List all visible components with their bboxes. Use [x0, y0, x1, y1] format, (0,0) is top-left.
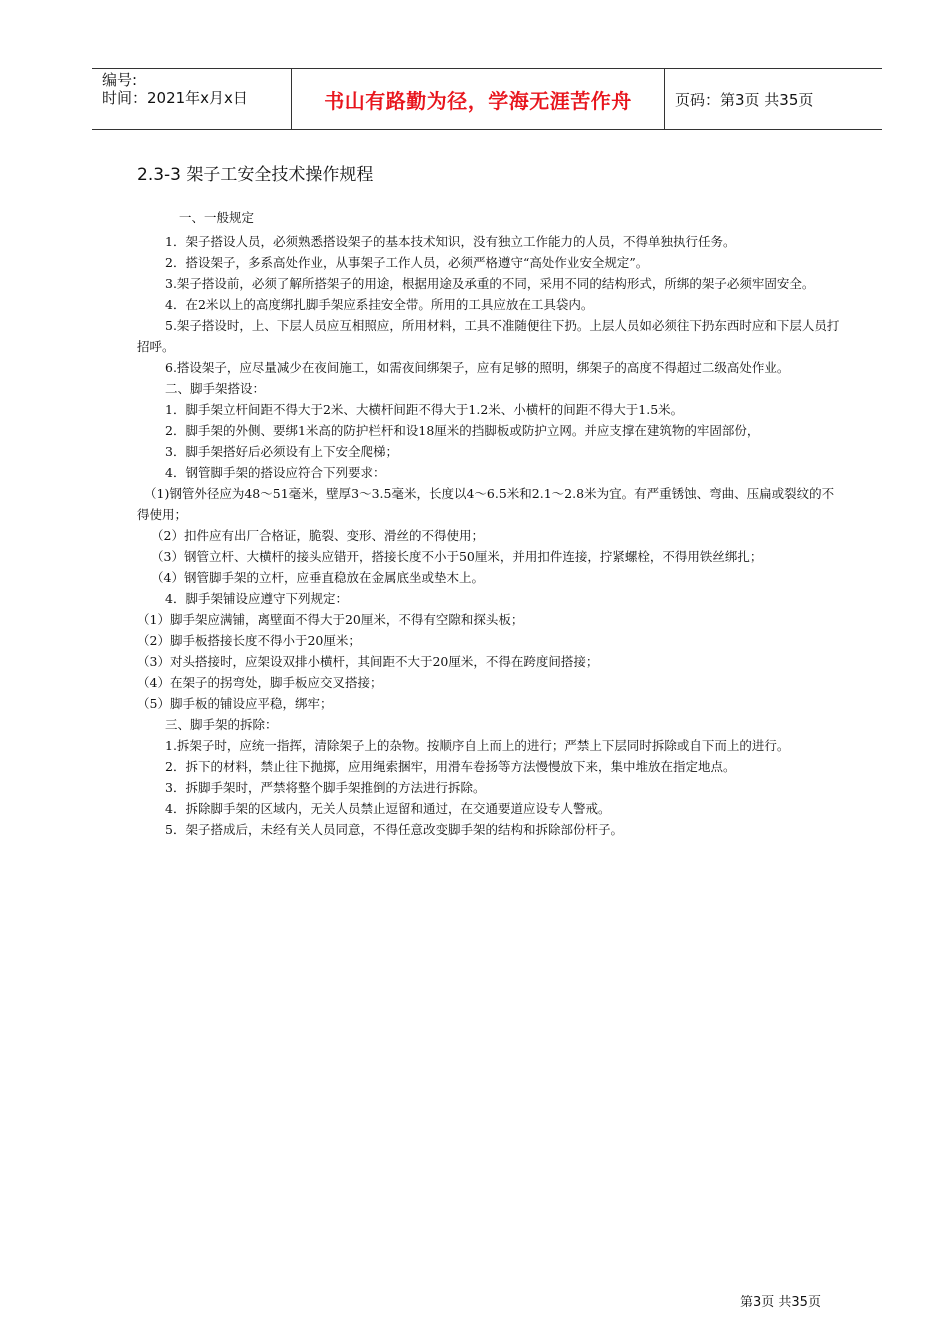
- paragraph: （2）扣件应有出厂合格证，脆裂、变形、滑丝的不得使用；: [151, 528, 484, 543]
- paragraph: 5．架子搭成后，未经有关人员同意，不得任意改变脚手架的结构和拆除部份杆子。: [165, 822, 623, 837]
- paragraph: （3）对头搭接时，应架设双排小横杆，其间距不大于20厘米，不得在跨度间搭接；: [137, 654, 599, 669]
- section-heading: 三、脚手架的拆除：: [165, 717, 278, 732]
- paragraph: 1.拆架子时，应统一指挥，清除架子上的杂物。按顺序自上而上的进行；严禁上下层同时拆除或自下而上的进行。: [165, 738, 790, 753]
- paragraph: （5）脚手板的铺设应平稳，绑牢；: [137, 696, 333, 711]
- paragraph: 4．拆除脚手架的区域内，无关人员禁止逗留和通过，在交通要道应设专人警戒。: [165, 801, 611, 816]
- paragraph: （4）钢管脚手架的立杆，应垂直稳放在金属底坐或垫木上。: [151, 570, 484, 585]
- time-label: 时间：2021年x月x日: [102, 89, 248, 107]
- paragraph: 3.架子搭设前，必须了解所搭架子的用途，根据用途及承重的不同，采用不同的结构形式，所绑的架子必须牢固安全。: [165, 276, 815, 291]
- paragraph: （3）钢管立杆、大横杆的接头应错开，搭接长度不小于50厘米，并用扣件连接，拧紧螺栓，不得用铁丝绑扎；: [151, 549, 763, 564]
- paragraph: （2）脚手板搭接长度不得小于20厘米；: [137, 633, 361, 648]
- paragraph: （1)钢管外径应为48～51毫米，壁厚3～3.5毫米，长度以4～6.5米和2.1～2.8米为宜。有严重锈蚀、弯曲、压扁或裂纹的不得使用；: [137, 486, 835, 522]
- paragraph: 2．搭设架子，多系高处作业，从事架子工作人员，必须严格遵守“高处作业安全规定”。: [165, 255, 649, 270]
- paragraph: 2．脚手架的外侧、要绑1米高的防护栏杆和设18厘米的挡脚板或防护立网。并应支撑在建筑物的牢固部份，: [165, 423, 760, 438]
- paragraph: （1）脚手架应满铺，离壁面不得大于20厘米，不得有空隙和探头板；: [137, 612, 524, 627]
- number-label: 编号:: [102, 71, 138, 89]
- page-header: [92, 68, 882, 130]
- header-motto: 书山有路勤为径，学海无涯苦作舟: [292, 69, 665, 129]
- paragraph: 3．脚手架搭好后必须设有上下安全爬梯；: [165, 444, 398, 459]
- document-body: [137, 207, 841, 840]
- paragraph: 6.搭设架子，应尽量减少在夜间施工，如需夜间绑架子，应有足够的照明，绑架子的高度不得超过二级高处作业。: [165, 360, 790, 375]
- section-heading: 一、一般规定: [179, 210, 255, 225]
- paragraph: 3．拆脚手架时，严禁将整个脚手架推倒的方法进行拆除。: [165, 780, 486, 795]
- paragraph: 4．在2米以上的高度绑扎脚手架应系挂安全带。所用的工具应放在工具袋内。: [165, 297, 594, 312]
- paragraph: 4．钢管脚手架的搭设应符合下列要求：: [165, 465, 386, 480]
- paragraph: 4．脚手架铺设应遵守下列规定：: [165, 591, 348, 606]
- paragraph: 2．拆下的材料，禁止往下抛掷，应用绳索捆牢，用滑车卷扬等方法慢慢放下来，集中堆放在指定地点。: [165, 759, 736, 774]
- paragraph: 5.架子搭设时，上、下层人员应互相照应，所用材料，工具不准随便往下扔。上层人员如必须往下扔东西时应和下层人员打招呼。: [137, 318, 840, 354]
- paragraph: 1．架子搭设人员，必须熟悉搭设架子的基本技术知识，没有独立工作能力的人员，不得单独执行任务。: [165, 234, 736, 249]
- paragraph: （4）在架子的拐弯处，脚手板应交叉搭接；: [137, 675, 383, 690]
- document-title: 2.3-3 架子工安全技术操作规程: [137, 165, 374, 185]
- header-meta: [92, 69, 292, 129]
- page-footer: 第3页 共35页: [740, 1295, 821, 1310]
- paragraph: 1．脚手架立杆间距不得大于2米、大横杆间距不得大于1.2米、小横杆的间距不得大于1.5米。: [165, 402, 684, 417]
- section-heading: 二、脚手架搭设：: [165, 381, 266, 396]
- header-page-label: 页码：第3页 共35页: [675, 90, 814, 109]
